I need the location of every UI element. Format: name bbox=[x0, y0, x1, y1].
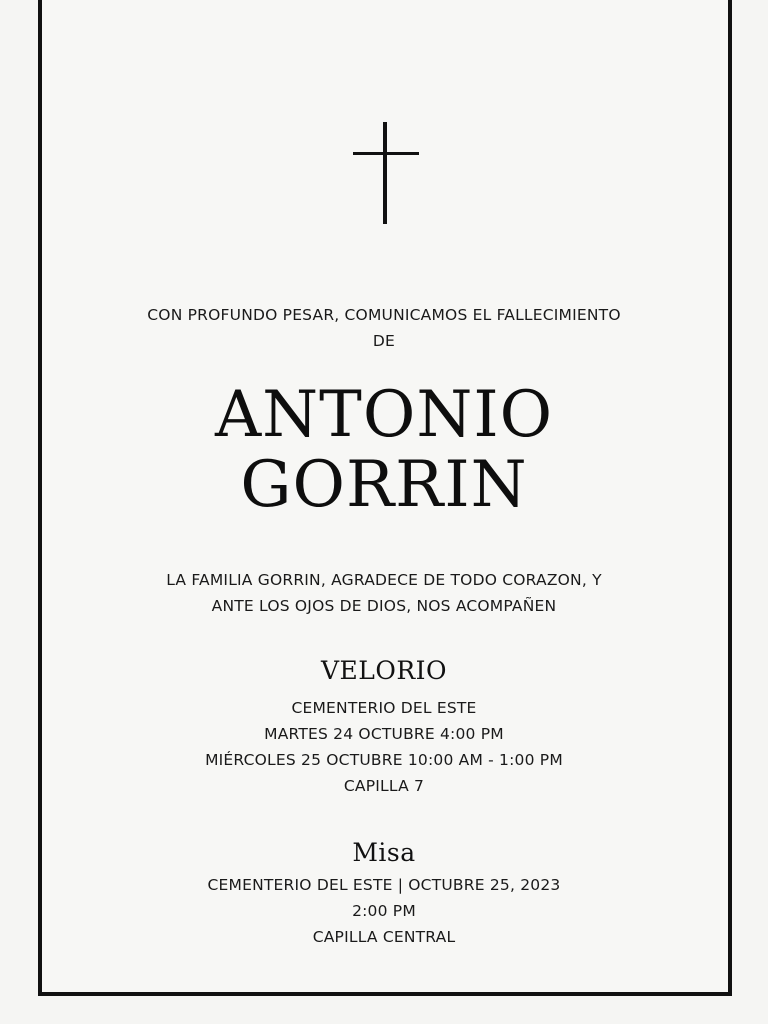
velorio-chapel: CAPILLA 7 bbox=[343, 777, 425, 795]
intro-line: CON PROFUNDO PESAR, COMUNICAMOS EL FALLECIMIENTO bbox=[147, 306, 621, 324]
misa-time: 2:00 PM bbox=[352, 902, 416, 920]
intro-line: DE bbox=[372, 332, 396, 350]
misa-heading: Misa bbox=[352, 838, 416, 867]
cross-horizontal-bar bbox=[353, 152, 419, 155]
velorio-heading: VELORIO bbox=[320, 656, 448, 685]
misa-chapel: CAPILLA CENTRAL bbox=[312, 928, 456, 946]
latin-cross-icon bbox=[353, 122, 419, 224]
cross-vertical-bar bbox=[383, 122, 387, 224]
family-message bbox=[0, 567, 768, 619]
first-name: ANTONIO bbox=[214, 378, 554, 452]
family-message-line: LA FAMILIA GORRIN, AGRADECE DE TODO CORAZON, Y bbox=[166, 571, 602, 589]
velorio-location: CEMENTERIO DEL ESTE bbox=[291, 699, 477, 717]
velorio-date-2: MIÉRCOLES 25 OCTUBRE 10:00 AM - 1:00 PM bbox=[205, 751, 563, 769]
family-message-line: ANTE LOS OJOS DE DIOS, NOS ACOMPAÑEN bbox=[211, 597, 557, 615]
misa-details bbox=[0, 872, 768, 950]
misa-location-date: CEMENTERIO DEL ESTE | OCTUBRE 25, 2023 bbox=[207, 876, 561, 894]
announcement-intro bbox=[0, 302, 768, 354]
velorio-details bbox=[0, 695, 768, 799]
last-name: GORRIN bbox=[240, 448, 528, 522]
velorio-date-1: MARTES 24 OCTUBRE 4:00 PM bbox=[264, 725, 504, 743]
deceased-name bbox=[0, 380, 768, 520]
